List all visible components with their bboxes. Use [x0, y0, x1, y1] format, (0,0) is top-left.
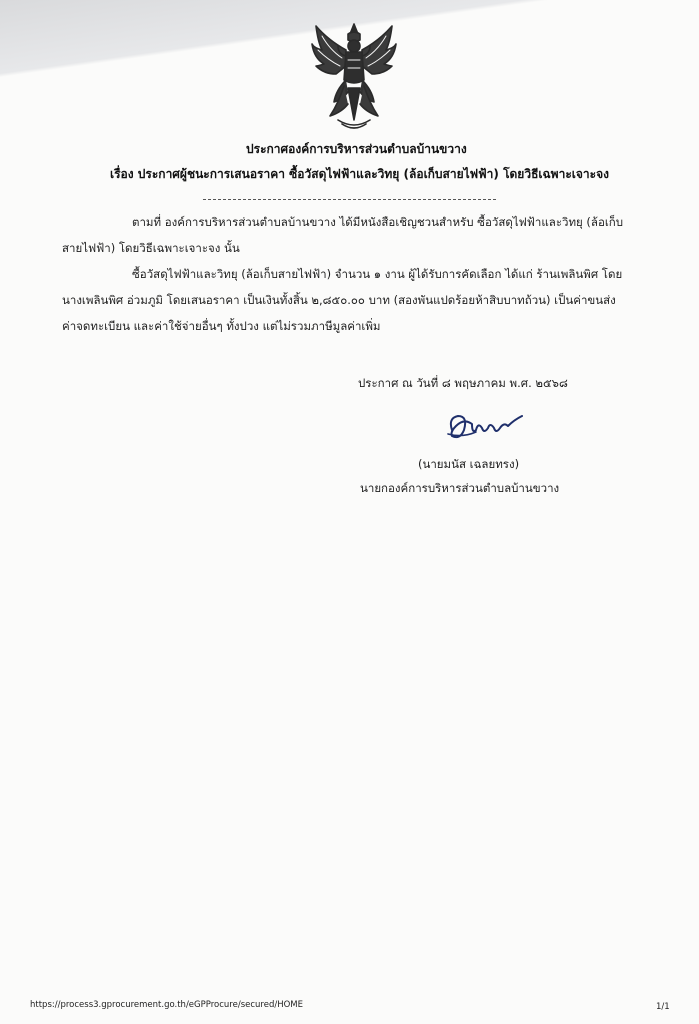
paragraph-2-line-3: ค่าจดทะเบียน และค่าใช้จ่ายอื่นๆ ทั้งปวง แต่ไม่รวมภาษีมูลค่าเพิ่ม — [62, 319, 381, 333]
paragraph-1-line-2: สายไฟฟ้า) โดยวิธีเฉพาะเจาะจง นั้น — [62, 241, 240, 255]
signer-title: นายกองค์การบริหารส่วนตำบลบ้านขวาง — [360, 481, 560, 495]
signature-mark — [442, 408, 526, 448]
paragraph-2-line-1: ซื้อวัสดุไฟฟ้าและวิทยุ (ล้อเก็บสายไฟฟ้า) จำนวน ๑ งาน ผู้ได้รับการคัดเลือก ได้แก่ ร้านเพลินพิศ โดย — [132, 267, 623, 281]
garuda-emblem-icon — [308, 20, 400, 132]
announcement-title: ประกาศองค์การบริหารส่วนตำบลบ้านขวาง — [246, 142, 467, 156]
paragraph-2-line-2: นางเพลินพิศ อ่วมภูมิ โดยเสนอราคา เป็นเงินทั้งสิ้น ๒,๘๕๐.๐๐ บาท (สองพันแปดร้อยห้าสิบบาทถ้วน) เป็นค่าขนส่ง — [62, 293, 616, 307]
footer-url: https://process3.gprocurement.go.th/eGPProcure/secured/HOME — [30, 1000, 303, 1010]
signer-name: (นายมนัส เฉลยทรง) — [418, 457, 520, 471]
announcement-date: ประกาศ ณ วันที่ ๘ พฤษภาคม พ.ศ. ๒๕๖๘ — [358, 376, 568, 390]
announcement-subject: เรื่อง ประกาศผู้ชนะการเสนอราคา ซื้อวัสดุไฟฟ้าและวิทยุ (ล้อเก็บสายไฟฟ้า) โดยวิธีเฉพาะเจาะจง — [110, 167, 609, 181]
heading-divider — [203, 199, 496, 200]
paragraph-1-line-1: ตามที่ องค์การบริหารส่วนตำบลบ้านขวาง ได้มีหนังสือเชิญชวนสำหรับ ซื้อวัสดุไฟฟ้าและวิทยุ (ล้อเก็บ — [132, 215, 624, 229]
footer-page-number: 1/1 — [656, 1002, 670, 1012]
